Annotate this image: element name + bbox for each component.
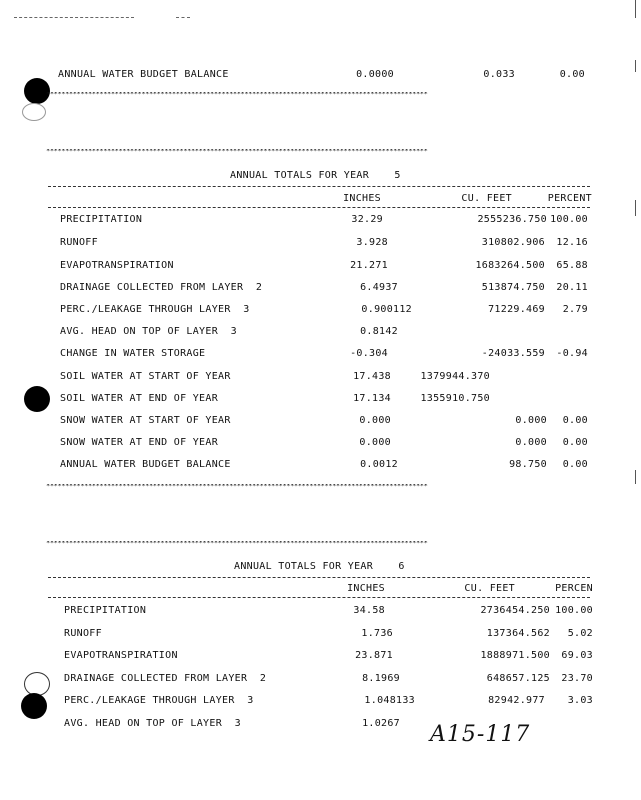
punch-hole-ghost xyxy=(22,103,46,121)
table-cell-inches: 17.438 xyxy=(353,371,391,382)
table-cell-inches: 0.000 xyxy=(359,415,391,426)
top-row-label: ANNUAL WATER BUDGET BALANCE xyxy=(58,69,229,80)
table-cell-percent: -0.94 xyxy=(556,348,588,359)
table-cell-inches: 1.048133 xyxy=(364,695,415,706)
right-edge-mark-1 xyxy=(635,0,636,18)
table-cell-inches: 8.1969 xyxy=(362,673,400,684)
right-edge-mark-4 xyxy=(635,470,636,484)
dashed-rule xyxy=(48,186,590,187)
table-row-label: PERC./LEAKAGE THROUGH LAYER 3 xyxy=(60,304,250,315)
year6-header-cuft: CU. FEET xyxy=(464,583,515,594)
table-cell-cuft: -24033.559 xyxy=(481,348,545,359)
asterisk-separator: **************************************************************************************************** xyxy=(46,149,428,154)
table-row-label: DRAINAGE COLLECTED FROM LAYER 2 xyxy=(64,673,267,684)
top-row-inches: 0.0000 xyxy=(356,69,394,80)
table-cell-inches: 0.900112 xyxy=(361,304,412,315)
table-cell-cuft: 71229.469 xyxy=(488,304,545,315)
table-cell-cuft: 2736454.250 xyxy=(480,605,550,616)
table-cell-percent: 20.11 xyxy=(556,282,588,293)
table-cell-percent: 0.00 xyxy=(562,415,588,426)
table-cell-percent: 65.88 xyxy=(556,260,588,271)
table-row-label: SOIL WATER AT START OF YEAR xyxy=(60,371,231,382)
table-cell-cuft: 82942.977 xyxy=(488,695,545,706)
year6-header-inches: INCHES xyxy=(347,583,385,594)
year6-header-percent: PERCEN xyxy=(555,583,593,594)
table-cell-cuft: 648657.125 xyxy=(486,673,550,684)
table-cell-percent: 5.02 xyxy=(567,628,593,639)
top-edge-mark-2 xyxy=(176,17,190,18)
table-cell-cuft: 513874.750 xyxy=(481,282,545,293)
table-row-label: EVAPOTRANSPIRATION xyxy=(60,260,174,271)
top-edge-mark xyxy=(14,17,134,18)
table-row-label: EVAPOTRANSPIRATION xyxy=(64,650,178,661)
table-cell-inches: 32.29 xyxy=(351,214,383,225)
asterisk-separator: **************************************************************************************************** xyxy=(46,541,428,546)
table-cell-inches: 0.8142 xyxy=(360,326,398,337)
year5-header-cuft: CU. FEET xyxy=(461,193,512,204)
table-cell-cuft: 1888971.500 xyxy=(480,650,550,661)
table-cell-cuft: 1355910.750 xyxy=(420,393,490,404)
table-cell-percent: 12.16 xyxy=(556,237,588,248)
table-cell-inches: 1.736 xyxy=(361,628,393,639)
top-row-cuft: 0.033 xyxy=(483,69,515,80)
table-row-label: SOIL WATER AT END OF YEAR xyxy=(60,393,219,404)
handwritten-page-stamp: A15-117 xyxy=(430,722,531,747)
punch-hole-bottom xyxy=(21,693,47,719)
table-cell-cuft: 137364.562 xyxy=(486,628,550,639)
table-cell-cuft: 1683264.500 xyxy=(475,260,545,271)
year5-header-inches: INCHES xyxy=(343,193,381,204)
table-cell-inches: 1.0267 xyxy=(362,718,400,729)
table-cell-inches: 23.871 xyxy=(355,650,393,661)
table-cell-percent: 2.79 xyxy=(562,304,588,315)
table-row-label: CHANGE IN WATER STORAGE xyxy=(60,348,206,359)
table-cell-inches: 21.271 xyxy=(350,260,388,271)
right-edge-mark-2 xyxy=(635,60,636,72)
table-row-label: AVG. HEAD ON TOP OF LAYER 3 xyxy=(60,326,237,337)
table-cell-inches: 17.134 xyxy=(353,393,391,404)
table-cell-percent: 69.03 xyxy=(561,650,593,661)
year5-title: ANNUAL TOTALS FOR YEAR 5 xyxy=(230,170,401,181)
table-cell-cuft: 0.000 xyxy=(515,415,547,426)
table-cell-percent: 0.00 xyxy=(562,459,588,470)
table-row-label: DRAINAGE COLLECTED FROM LAYER 2 xyxy=(60,282,263,293)
asterisk-separator: **************************************************************************************************** xyxy=(46,92,428,97)
dashed-rule xyxy=(48,207,590,208)
table-cell-percent: 0.00 xyxy=(562,437,588,448)
year5-header-percent: PERCENT xyxy=(547,193,592,204)
table-cell-percent: 100.00 xyxy=(550,214,588,225)
table-cell-inches: 6.4937 xyxy=(360,282,398,293)
table-cell-percent: 3.03 xyxy=(567,695,593,706)
table-row-label: PRECIPITATION xyxy=(60,214,143,225)
year6-title: ANNUAL TOTALS FOR YEAR 6 xyxy=(234,561,405,572)
table-cell-cuft: 0.000 xyxy=(515,437,547,448)
table-cell-inches: 0.0012 xyxy=(360,459,398,470)
table-row-label: RUNOFF xyxy=(64,628,102,639)
punch-hole-middle xyxy=(24,386,50,412)
table-cell-inches: 3.928 xyxy=(356,237,388,248)
table-row-label: AVG. HEAD ON TOP OF LAYER 3 xyxy=(64,718,241,729)
table-cell-inches: 34.58 xyxy=(353,605,385,616)
table-cell-cuft: 1379944.370 xyxy=(420,371,490,382)
table-cell-inches: -0.304 xyxy=(350,348,388,359)
table-row-label: PERC./LEAKAGE THROUGH LAYER 3 xyxy=(64,695,254,706)
table-cell-cuft: 310802.906 xyxy=(481,237,545,248)
dashed-rule xyxy=(48,597,590,598)
table-cell-percent: 100.00 xyxy=(555,605,593,616)
table-cell-percent: 23.70 xyxy=(561,673,593,684)
top-row-percent: 0.00 xyxy=(559,69,585,80)
table-row-label: SNOW WATER AT START OF YEAR xyxy=(60,415,231,426)
table-cell-cuft: 98.750 xyxy=(509,459,547,470)
table-row-label: RUNOFF xyxy=(60,237,98,248)
table-row-label: SNOW WATER AT END OF YEAR xyxy=(60,437,219,448)
right-edge-mark-3 xyxy=(635,200,636,216)
table-cell-cuft: 2555236.750 xyxy=(477,214,547,225)
asterisk-separator: **************************************************************************************************** xyxy=(46,484,428,489)
punch-hole-top xyxy=(24,78,50,104)
table-row-label: ANNUAL WATER BUDGET BALANCE xyxy=(60,459,231,470)
table-row-label: PRECIPITATION xyxy=(64,605,147,616)
table-cell-inches: 0.000 xyxy=(359,437,391,448)
dashed-rule xyxy=(48,577,590,578)
